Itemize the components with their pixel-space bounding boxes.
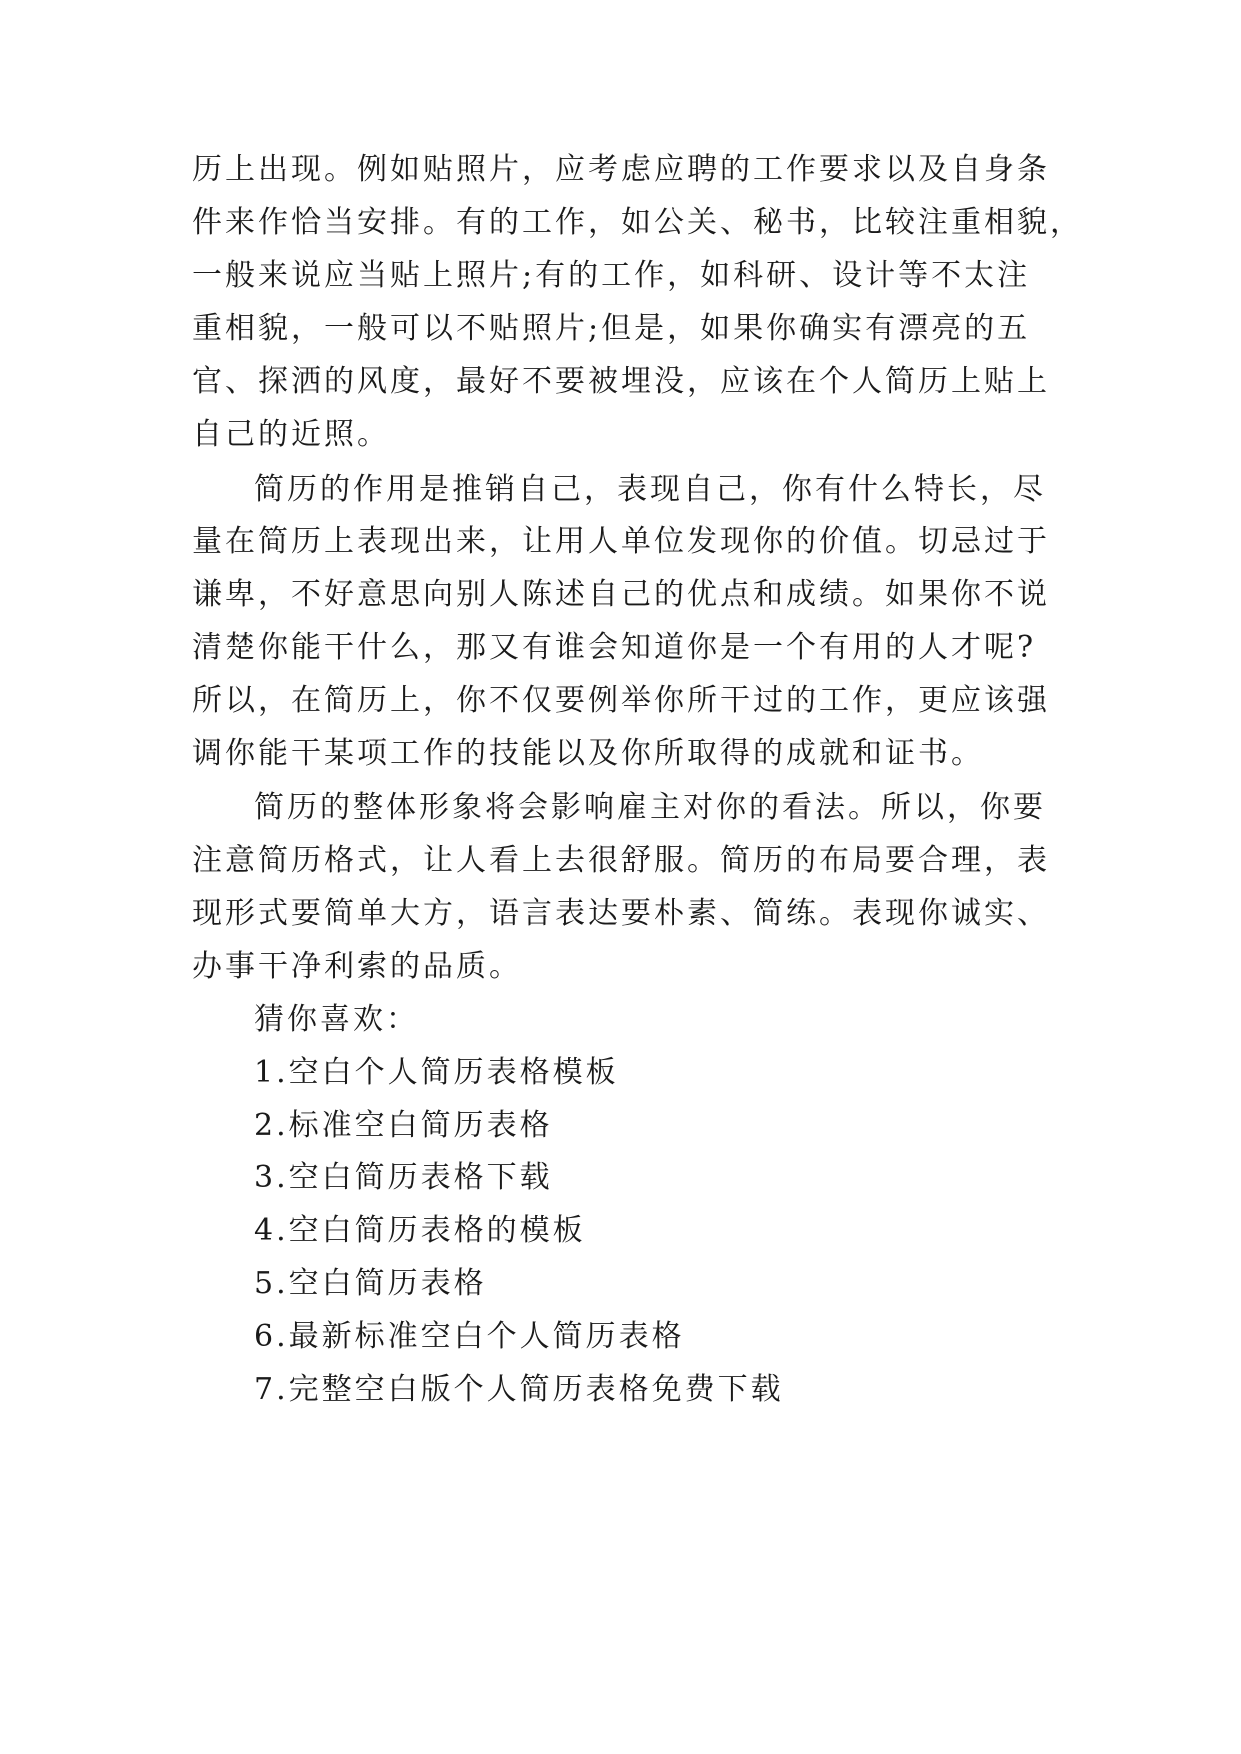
text-line: 历上出现。例如贴照片，应考虑应聘的工作要求以及自身条 <box>192 152 1050 187</box>
related-link[interactable]: 5.空白简历表格 <box>254 1266 487 1301</box>
related-heading: 猜你喜欢： <box>254 1002 419 1037</box>
text-line: 谦卑，不好意思向别人陈述自己的优点和成绩。如果你不说 <box>192 577 1050 612</box>
related-link[interactable]: 2.标准空白简历表格 <box>254 1108 553 1143</box>
text-line: 简历的整体形象将会影响雇主对你的看法。所以，你要 <box>254 790 1046 825</box>
text-line: 清楚你能干什么，那又有谁会知道你是一个有用的人才呢? <box>192 630 1037 665</box>
related-link[interactable]: 1.空白个人简历表格模板 <box>254 1055 619 1090</box>
text-line: 量在简历上表现出来，让用人单位发现你的价值。切忌过于 <box>192 524 1050 559</box>
text-line: 所以，在简历上，你不仅要例举你所干过的工作，更应该强 <box>192 683 1050 718</box>
text-line: 一般来说应当贴上照片;有的工作，如科研、设计等不太注 <box>192 258 1031 293</box>
text-line: 简历的作用是推销自己，表现自己，你有什么特长，尽 <box>254 472 1046 507</box>
text-line: 调你能干某项工作的技能以及你所取得的成就和证书。 <box>192 736 984 771</box>
text-line: 官、探洒的风度，最好不要被埋没，应该在个人简历上贴上 <box>192 364 1050 399</box>
related-link[interactable]: 3.空白简历表格下载 <box>254 1160 553 1195</box>
text-line: 现形式要简单大方，语言表达要朴素、简练。表现你诚实、 <box>192 896 1050 931</box>
text-line: 重相貌，一般可以不贴照片;但是，如果你确实有漂亮的五 <box>192 311 1031 346</box>
related-link[interactable]: 7.完整空白版个人简历表格免费下载 <box>254 1372 784 1407</box>
text-line: 自己的近照。 <box>192 417 390 452</box>
related-link[interactable]: 6.最新标准空白个人简历表格 <box>254 1319 685 1354</box>
text-line: 件来作恰当安排。有的工作，如公关、秘书，比较注重相貌， <box>192 205 1083 240</box>
related-link[interactable]: 4.空白简历表格的模板 <box>254 1213 586 1248</box>
text-line: 办事干净利索的品质。 <box>192 949 522 984</box>
text-line: 注意简历格式，让人看上去很舒服。简历的布局要合理，表 <box>192 843 1050 878</box>
